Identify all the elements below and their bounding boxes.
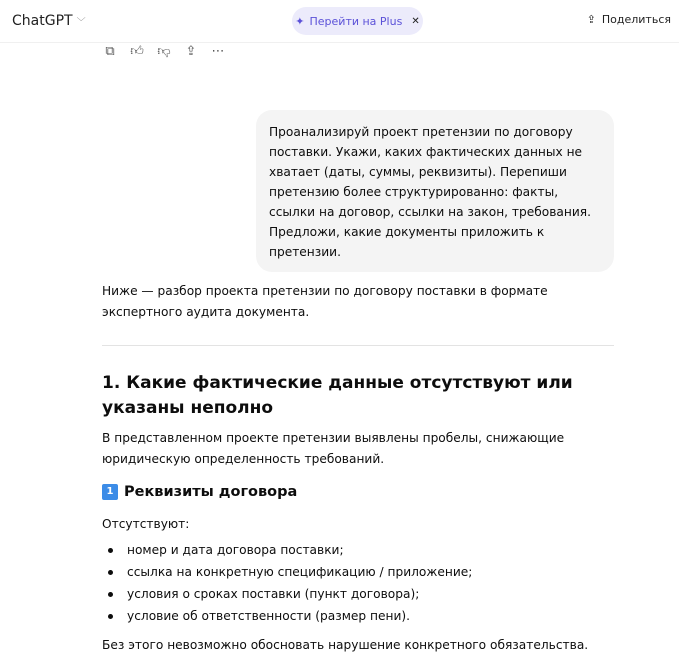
share-icon[interactable]: ⇪: [185, 44, 197, 59]
paragraph: Отсутствуют:: [102, 517, 190, 531]
share-label: Поделиться: [601, 13, 671, 26]
thumbs-down-icon[interactable]: 👎︎: [157, 44, 171, 59]
divider: [102, 345, 614, 346]
sparkle-icon: ✦: [295, 14, 305, 28]
subsection-heading: [102, 484, 297, 500]
close-icon[interactable]: ✕: [411, 15, 420, 27]
list-item: условия о сроках поставки (пункт договора);: [102, 583, 472, 605]
section-heading: 1. Какие фактические данные отсутствуют или указаны неполно: [102, 373, 573, 418]
app-title: ChatGPT: [12, 13, 73, 29]
list-item: условие об ответственности (размер пени).: [102, 605, 472, 627]
share-button[interactable]: [587, 13, 671, 26]
keycap-one-icon: 1: [102, 484, 118, 500]
list-item: номер и дата договора поставки;: [102, 539, 472, 561]
response-intro: Ниже — разбор проекта претензии по договору поставки в формате экспертного аудита документа.: [102, 284, 548, 319]
upgrade-plus-button[interactable]: [292, 7, 423, 35]
chevron-down-icon: ﹀: [76, 17, 86, 28]
bullet-list: [102, 539, 472, 627]
subsection-title: Реквизиты договора: [124, 484, 298, 500]
paragraph: Без этого невозможно обосновать нарушение конкретного обязательства.: [102, 638, 589, 652]
top-bar: [0, 0, 679, 43]
upgrade-label: Перейти на Plus: [309, 14, 403, 28]
copy-icon[interactable]: ⧉: [105, 44, 115, 59]
share-icon: ⇪: [586, 13, 596, 26]
thumbs-up-icon[interactable]: 👍︎: [130, 44, 144, 59]
paragraph: В представленном проекте претензии выявлены пробелы, снижающие юридическую определенность требований.: [102, 431, 565, 466]
list-item: ссылка на конкретную спецификацию / приложение;: [102, 561, 472, 583]
message-actions: [102, 44, 226, 59]
model-selector[interactable]: [12, 13, 86, 29]
more-icon[interactable]: ⋯: [211, 44, 225, 59]
user-message: Проанализируй проект претензии по договору поставки. Укажи, каких фактических данных не хватает (даты, суммы, реквизиты). Перепиши претензию более структурированно: факты, ссылки на договор, ссылки на закон, требования. Предложи, какие документы приложить к претензии.: [256, 110, 614, 272]
